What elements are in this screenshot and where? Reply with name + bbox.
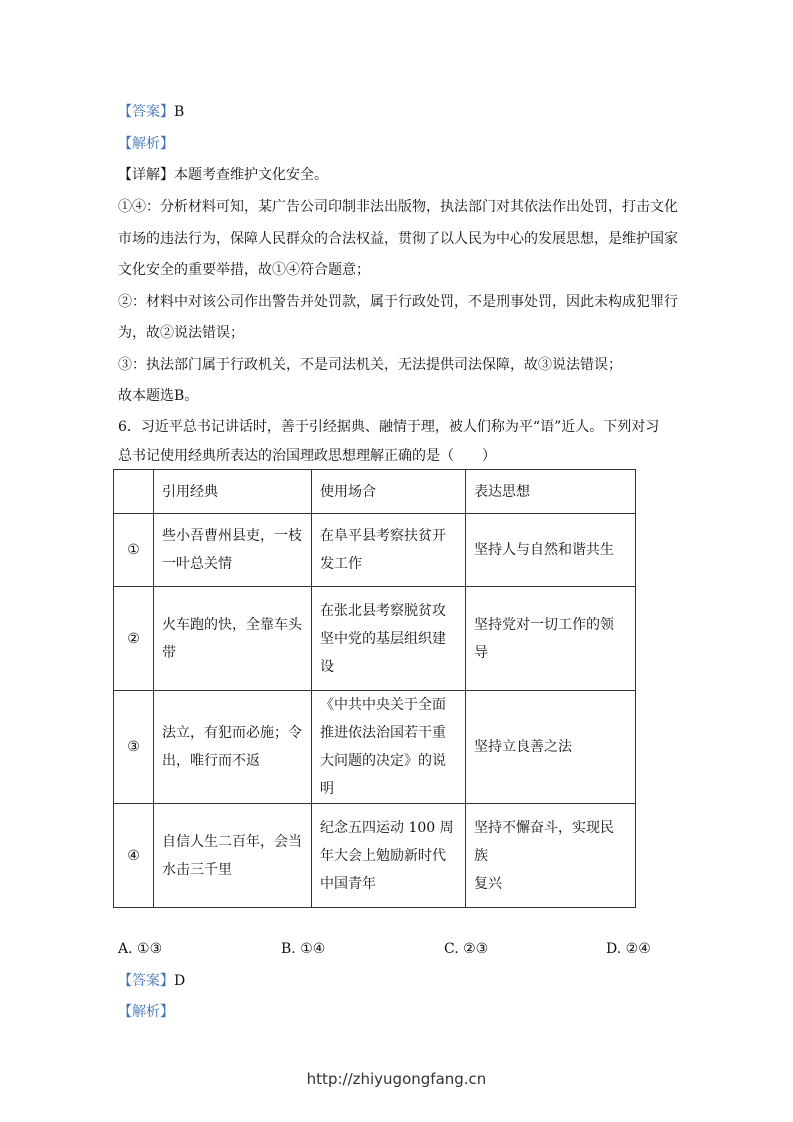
- idea-cell: [466, 514, 636, 587]
- cell-line: 推进依法治国若干重: [320, 725, 446, 741]
- q5-analysis-tag: 【解析】: [118, 136, 174, 152]
- row-number: ③: [114, 691, 154, 804]
- footer-url: http://zhiyugongfang.cn: [306, 1070, 487, 1088]
- cell-line: 法立，有犯而必施；令: [162, 725, 302, 741]
- table-row: [114, 691, 636, 804]
- row-number: ②: [114, 587, 154, 691]
- q5-line-4: ②：材料中对该公司作出警告并处罚款，属于行政处罚，不是刑事处罚，因此未构成犯罪行: [118, 294, 678, 310]
- cell-line: 设: [320, 658, 334, 675]
- cell-line: 坚持党对一切工作的领导: [474, 616, 614, 661]
- answer-tag: 【答案】: [118, 973, 174, 989]
- q6-stem-line-1: 6．习近平总书记讲话时，善于引经据典、融情于理，被人们称为平“语”近人。下列对习: [118, 419, 660, 435]
- q5-line-2: 市场的违法行为，保障人民群众的合法权益，贯彻了以人民为中心的发展思想，是维护国家: [118, 231, 678, 247]
- option-c: [444, 939, 488, 959]
- option-a: [118, 939, 162, 959]
- header-cell: 表达思想: [466, 470, 636, 514]
- option-label: C.: [444, 941, 459, 957]
- cell-line: 带: [162, 644, 176, 661]
- option-text: ①④: [300, 941, 326, 957]
- occasion-cell: [312, 587, 466, 691]
- cell-line: 大问题的决定》的说明: [320, 753, 446, 797]
- detail-tag: 【详解】: [118, 167, 174, 183]
- q6-answer: [118, 971, 185, 991]
- header-cell: [114, 470, 154, 514]
- occasion-cell: [312, 691, 466, 804]
- q6-analysis-tag: 【解析】: [118, 1004, 174, 1020]
- option-label: B.: [281, 941, 296, 957]
- cell-line: 坚持不懈奋斗，实现民族: [474, 819, 614, 864]
- q5-answer: [118, 102, 184, 122]
- cell-line: 坚持立良善之法: [474, 739, 572, 755]
- cell-line: 火车跑的快，全靠车头: [162, 616, 302, 633]
- option-d: [606, 939, 651, 959]
- cell-line: 年大会上勉励新时代: [320, 847, 446, 864]
- occasion-cell: [312, 514, 466, 587]
- answer-value: D: [174, 973, 186, 989]
- cell-line: 坚持人与自然和谐共生: [474, 542, 614, 558]
- quotes-table: [113, 469, 636, 908]
- cell-line: 复兴: [474, 875, 502, 892]
- table-header-row: [114, 470, 636, 514]
- header-cell: 引用经典: [154, 470, 312, 514]
- table-row: [114, 514, 636, 587]
- table-row: [114, 587, 636, 691]
- row-number: ①: [114, 514, 154, 587]
- cell-line: 自信人生二百年，会当: [162, 833, 302, 850]
- quote-cell: [154, 514, 312, 587]
- q5-detail: [118, 165, 328, 185]
- row-number: ④: [114, 804, 154, 908]
- cell-line: 纪念五四运动 100 周: [320, 819, 454, 836]
- cell-line: 出，唯行而不返: [162, 753, 260, 769]
- option-label: D.: [606, 941, 622, 957]
- q5-line-7: 故本题选B。: [118, 388, 199, 404]
- occasion-cell: [312, 804, 466, 908]
- detail-text: 本题考查维护文化安全。: [174, 167, 328, 183]
- cell-line: 《中共中央关于全面: [320, 697, 446, 713]
- cell-line: 在阜平县考察扶贫开: [320, 528, 446, 544]
- option-text: ②④: [625, 941, 651, 957]
- idea-cell: [466, 691, 636, 804]
- quote-cell: [154, 587, 312, 691]
- cell-line: 一叶总关情: [162, 556, 232, 572]
- q5-line-1: ①④：分析材料可知，某广告公司印制非法出版物，执法部门对其依法作出处罚，打击文化: [118, 199, 678, 215]
- table-row: [114, 804, 636, 908]
- option-text: ②③: [463, 941, 489, 957]
- cell-line: 中国青年: [320, 875, 376, 892]
- option-text: ①③: [137, 941, 163, 957]
- cell-line: 坚中党的基层组织建: [320, 630, 446, 647]
- quote-cell: [154, 691, 312, 804]
- cell-line: 在张北县考察脱贫攻: [320, 602, 446, 619]
- header-cell: 使用场合: [312, 470, 466, 514]
- q5-line-6: ③：执法部门属于行政机关，不是司法机关，无法提供司法保障，故③说法错误；: [118, 357, 622, 373]
- cell-line: 发工作: [320, 556, 362, 572]
- idea-cell: [466, 587, 636, 691]
- answer-value: B: [174, 104, 185, 120]
- option-label: A.: [118, 941, 133, 957]
- q5-line-3: 文化安全的重要举措，故①④符合题意；: [118, 262, 370, 278]
- q6-stem-line-2: 总书记使用经典所表达的治国理政思想理解正确的是（ ）: [118, 448, 496, 464]
- quote-cell: [154, 804, 312, 908]
- cell-line: 些小吾曹州县吏，一枝: [162, 528, 302, 544]
- answer-tag: 【答案】: [118, 104, 174, 120]
- option-b: [281, 939, 325, 959]
- idea-cell: [466, 804, 636, 908]
- q5-line-5: 为，故②说法错误；: [118, 325, 244, 341]
- cell-line: 水击三千里: [162, 861, 232, 878]
